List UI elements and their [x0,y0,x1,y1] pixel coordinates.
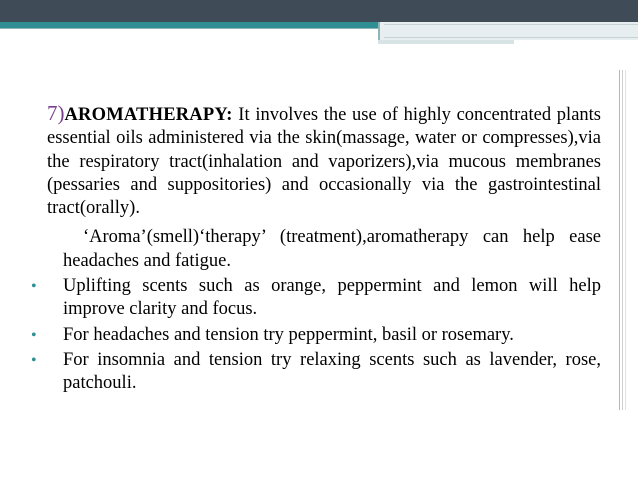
item-intro-text: It involves the use of highly concentrated plants essential oils administered via the skin(massage, water or compresses),via the respiratory tract(inhalation and vaporizers),via mucous membranes (pessaries and suppositories) and occasionally via the gastrointestinal tract(orally). [47,105,601,219]
right-decorative-rule [625,70,626,410]
right-decorative-rule [619,70,620,410]
bullet-dot-icon: • [31,326,37,344]
list-item-text: For headaches and tension try peppermint, basil or rosemary. [63,324,514,345]
right-decorative-rule [622,70,623,410]
list-item-text: Uplifting scents such as orange, peppermint and lemon will help improve clarity and focus. [63,276,601,320]
list-item-text: For insomnia and tension try relaxing scents such as lavender, rose, patchouli. [63,349,601,394]
bullet-dot-icon: • [31,351,37,369]
header-accent-box [378,22,638,40]
item-heading: AROMATHERAPY: [64,105,233,125]
header-bar [0,0,638,22]
header-accent-tab [378,40,514,44]
list-item [31,275,601,322]
aroma-definition-text: ‘Aroma’(smell)‘therapy’ (treatment),aromatherapy can help ease headaches and fatigue. [63,227,601,271]
list-item [31,349,601,396]
aromatherapy-paragraph [47,102,601,220]
list-item [31,324,601,347]
header-divider-line [0,28,380,29]
item-number: 7) [47,101,65,125]
slide-body [31,101,601,396]
bullet-dot-icon: • [31,278,37,296]
